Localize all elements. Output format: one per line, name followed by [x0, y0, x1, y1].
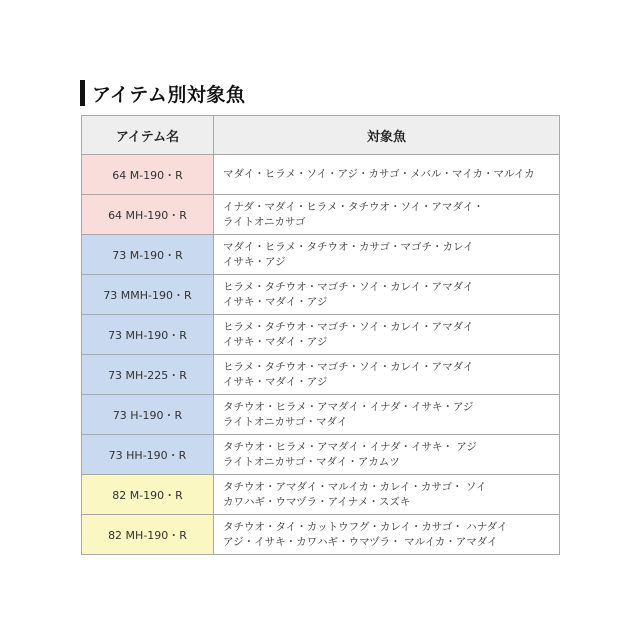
fish-line: タチウオ・ヒラメ・アマダイ・イナダ・イサキ・アジ: [223, 400, 474, 413]
item-name-cell: 64 MH-190・R: [82, 195, 214, 235]
fish-line: イサキ・マダイ・アジ: [223, 295, 328, 308]
item-name-cell: 73 M-190・R: [82, 235, 214, 275]
fish-line: ライトオニカサゴ: [223, 215, 306, 228]
item-name-cell: 73 HH-190・R: [82, 435, 214, 475]
fish-line: イナダ・マダイ・ヒラメ・タチウオ・ソイ・アマダイ・: [223, 200, 484, 213]
fish-line: タチウオ・タイ・カットウフグ・カレイ・カサゴ・ ハナダイ: [223, 520, 508, 533]
table-header-row: [82, 116, 560, 155]
item-name-cell: 73 H-190・R: [82, 395, 214, 435]
target-fish-cell: [214, 435, 560, 475]
table-row: [82, 315, 560, 355]
item-name-cell: 64 M-190・R: [82, 155, 214, 195]
header-target-fish: 対象魚: [214, 116, 560, 155]
fish-line: ヒラメ・タチウオ・マゴチ・ソイ・カレイ・アマダイ: [223, 320, 474, 333]
fish-line: イサキ・マダイ・アジ: [223, 335, 328, 348]
item-name-cell: 73 MH-190・R: [82, 315, 214, 355]
target-fish-cell: [214, 515, 560, 555]
table-row: [82, 515, 560, 555]
fish-line: ライトオニカサゴ・マダイ・アカムツ: [223, 455, 400, 468]
item-name-cell: 73 MMH-190・R: [82, 275, 214, 315]
table-row: [82, 435, 560, 475]
fish-line: マダイ・ヒラメ・ソイ・アジ・カサゴ・メバル・マイカ・マルイカ: [223, 168, 535, 180]
target-fish-cell: [214, 275, 560, 315]
fish-line: タチウオ・ヒラメ・アマダイ・イナダ・イサキ・ アジ: [223, 440, 477, 453]
target-fish-cell: [214, 155, 560, 195]
table-row: [82, 395, 560, 435]
table-row: [82, 475, 560, 515]
table-row: [82, 355, 560, 395]
table-row: [82, 235, 560, 275]
header-item-name: アイテム名: [82, 116, 214, 155]
target-fish-cell: [214, 235, 560, 275]
target-fish-cell: [214, 395, 560, 435]
fish-line: ライトオニカサゴ・マダイ: [223, 415, 348, 428]
target-fish-cell: [214, 315, 560, 355]
target-fish-cell: [214, 475, 560, 515]
table-row: [82, 195, 560, 235]
item-name-cell: 73 MH-225・R: [82, 355, 214, 395]
fish-line: ヒラメ・タチウオ・マゴチ・ソイ・カレイ・アマダイ: [223, 280, 474, 293]
section-title: [80, 80, 245, 106]
title-accent-bar: [80, 80, 85, 106]
fish-line: イサキ・マダイ・アジ: [223, 375, 328, 388]
fish-line: カワハギ・ウマヅラ・アイナメ・スズキ: [223, 495, 411, 508]
target-fish-cell: [214, 195, 560, 235]
target-fish-table: [81, 115, 560, 555]
fish-line: イサキ・アジ: [223, 255, 286, 268]
fish-line: タチウオ・アマダイ・マルイカ・カレイ・カサゴ・ ソイ: [223, 480, 487, 493]
fish-line: アジ・イサキ・カワハギ・ウマヅラ・ マルイカ・アマダイ: [223, 535, 498, 548]
table-row: [82, 275, 560, 315]
title-text: アイテム別対象魚: [92, 83, 246, 106]
fish-line: マダイ・ヒラメ・タチウオ・カサゴ・マゴチ・カレイ: [223, 240, 474, 253]
target-fish-cell: [214, 355, 560, 395]
fish-line: ヒラメ・タチウオ・マゴチ・ソイ・カレイ・アマダイ: [223, 360, 474, 373]
item-name-cell: 82 M-190・R: [82, 475, 214, 515]
item-name-cell: 82 MH-190・R: [82, 515, 214, 555]
table-row: [82, 155, 560, 195]
